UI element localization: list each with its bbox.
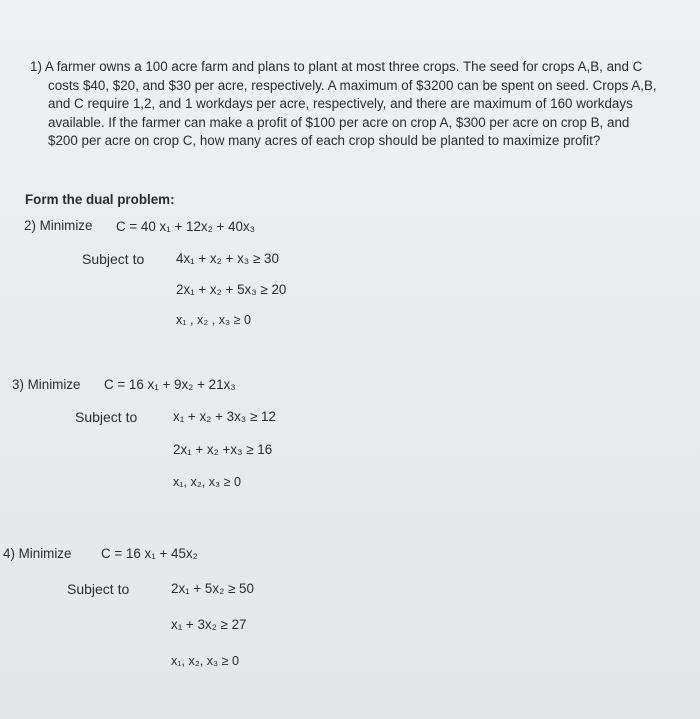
problem-4-constraint-2: x₁ + 3x₂ ≥ 27	[171, 617, 247, 632]
problem-1-text	[30, 58, 690, 151]
problem-4-subject-to: Subject to	[67, 581, 130, 597]
problem-1-line: available. If the farmer can make a profit of $100 per acre on crop A, $300 per acre on crop B, and	[48, 114, 630, 130]
problem-1-line: costs $40, $20, and $30 per acre, respectively. A maximum of $3200 can be spent on seed. Crops A,B,	[48, 77, 657, 93]
problem-3-constraint-2: 2x₁ + x₂ +x₃ ≥ 16	[173, 442, 273, 457]
problem-2-number: 2) Minimize	[24, 218, 93, 233]
problem-2-constraint-1: 4x₁ + x₂ + x₃ ≥ 30	[176, 251, 279, 266]
problem-3-number: 3) Minimize	[12, 377, 81, 392]
problem-2-nonnegativity: x₁ , x₂ , x₃ ≥ 0	[176, 313, 252, 327]
problem-2-subject-to: Subject to	[82, 251, 145, 267]
problem-2-constraint-2: 2x₁ + x₂ + 5x₃ ≥ 20	[176, 282, 287, 297]
problem-4-number: 4) Minimize	[3, 546, 72, 561]
problem-3-objective: C = 16 x₁ + 9x₂ + 21x₃	[104, 377, 236, 392]
dual-problem-heading: Form the dual problem:	[25, 192, 175, 207]
problem-1-line: and C require 1,2, and 1 workdays per acre, respectively, and there are maximum of 160 workdays	[48, 96, 633, 112]
problem-4-nonnegativity: x₁, x₂, x₃ ≥ 0	[171, 654, 240, 668]
problem-2-objective: C = 40 x₁ + 12x₂ + 40x₃	[116, 219, 256, 234]
problem-3-subject-to: Subject to	[75, 409, 138, 425]
problem-1-line: 1) A farmer owns a 100 acre farm and plans to plant at most three crops. The seed for crops A,B, and C	[30, 59, 643, 74]
problem-1-line: $200 per acre on crop C, how many acres of each crop should be planted to maximize profit?	[48, 133, 601, 149]
problem-4-constraint-1: 2x₁ + 5x₂ ≥ 50	[171, 581, 254, 596]
problem-3-constraint-1: x₁ + x₂ + 3x₃ ≥ 12	[173, 409, 276, 424]
problem-4-objective: C = 16 x₁ + 45x₂	[101, 546, 198, 561]
problem-3-nonnegativity: x₁, x₂, x₃ ≥ 0	[173, 475, 242, 489]
